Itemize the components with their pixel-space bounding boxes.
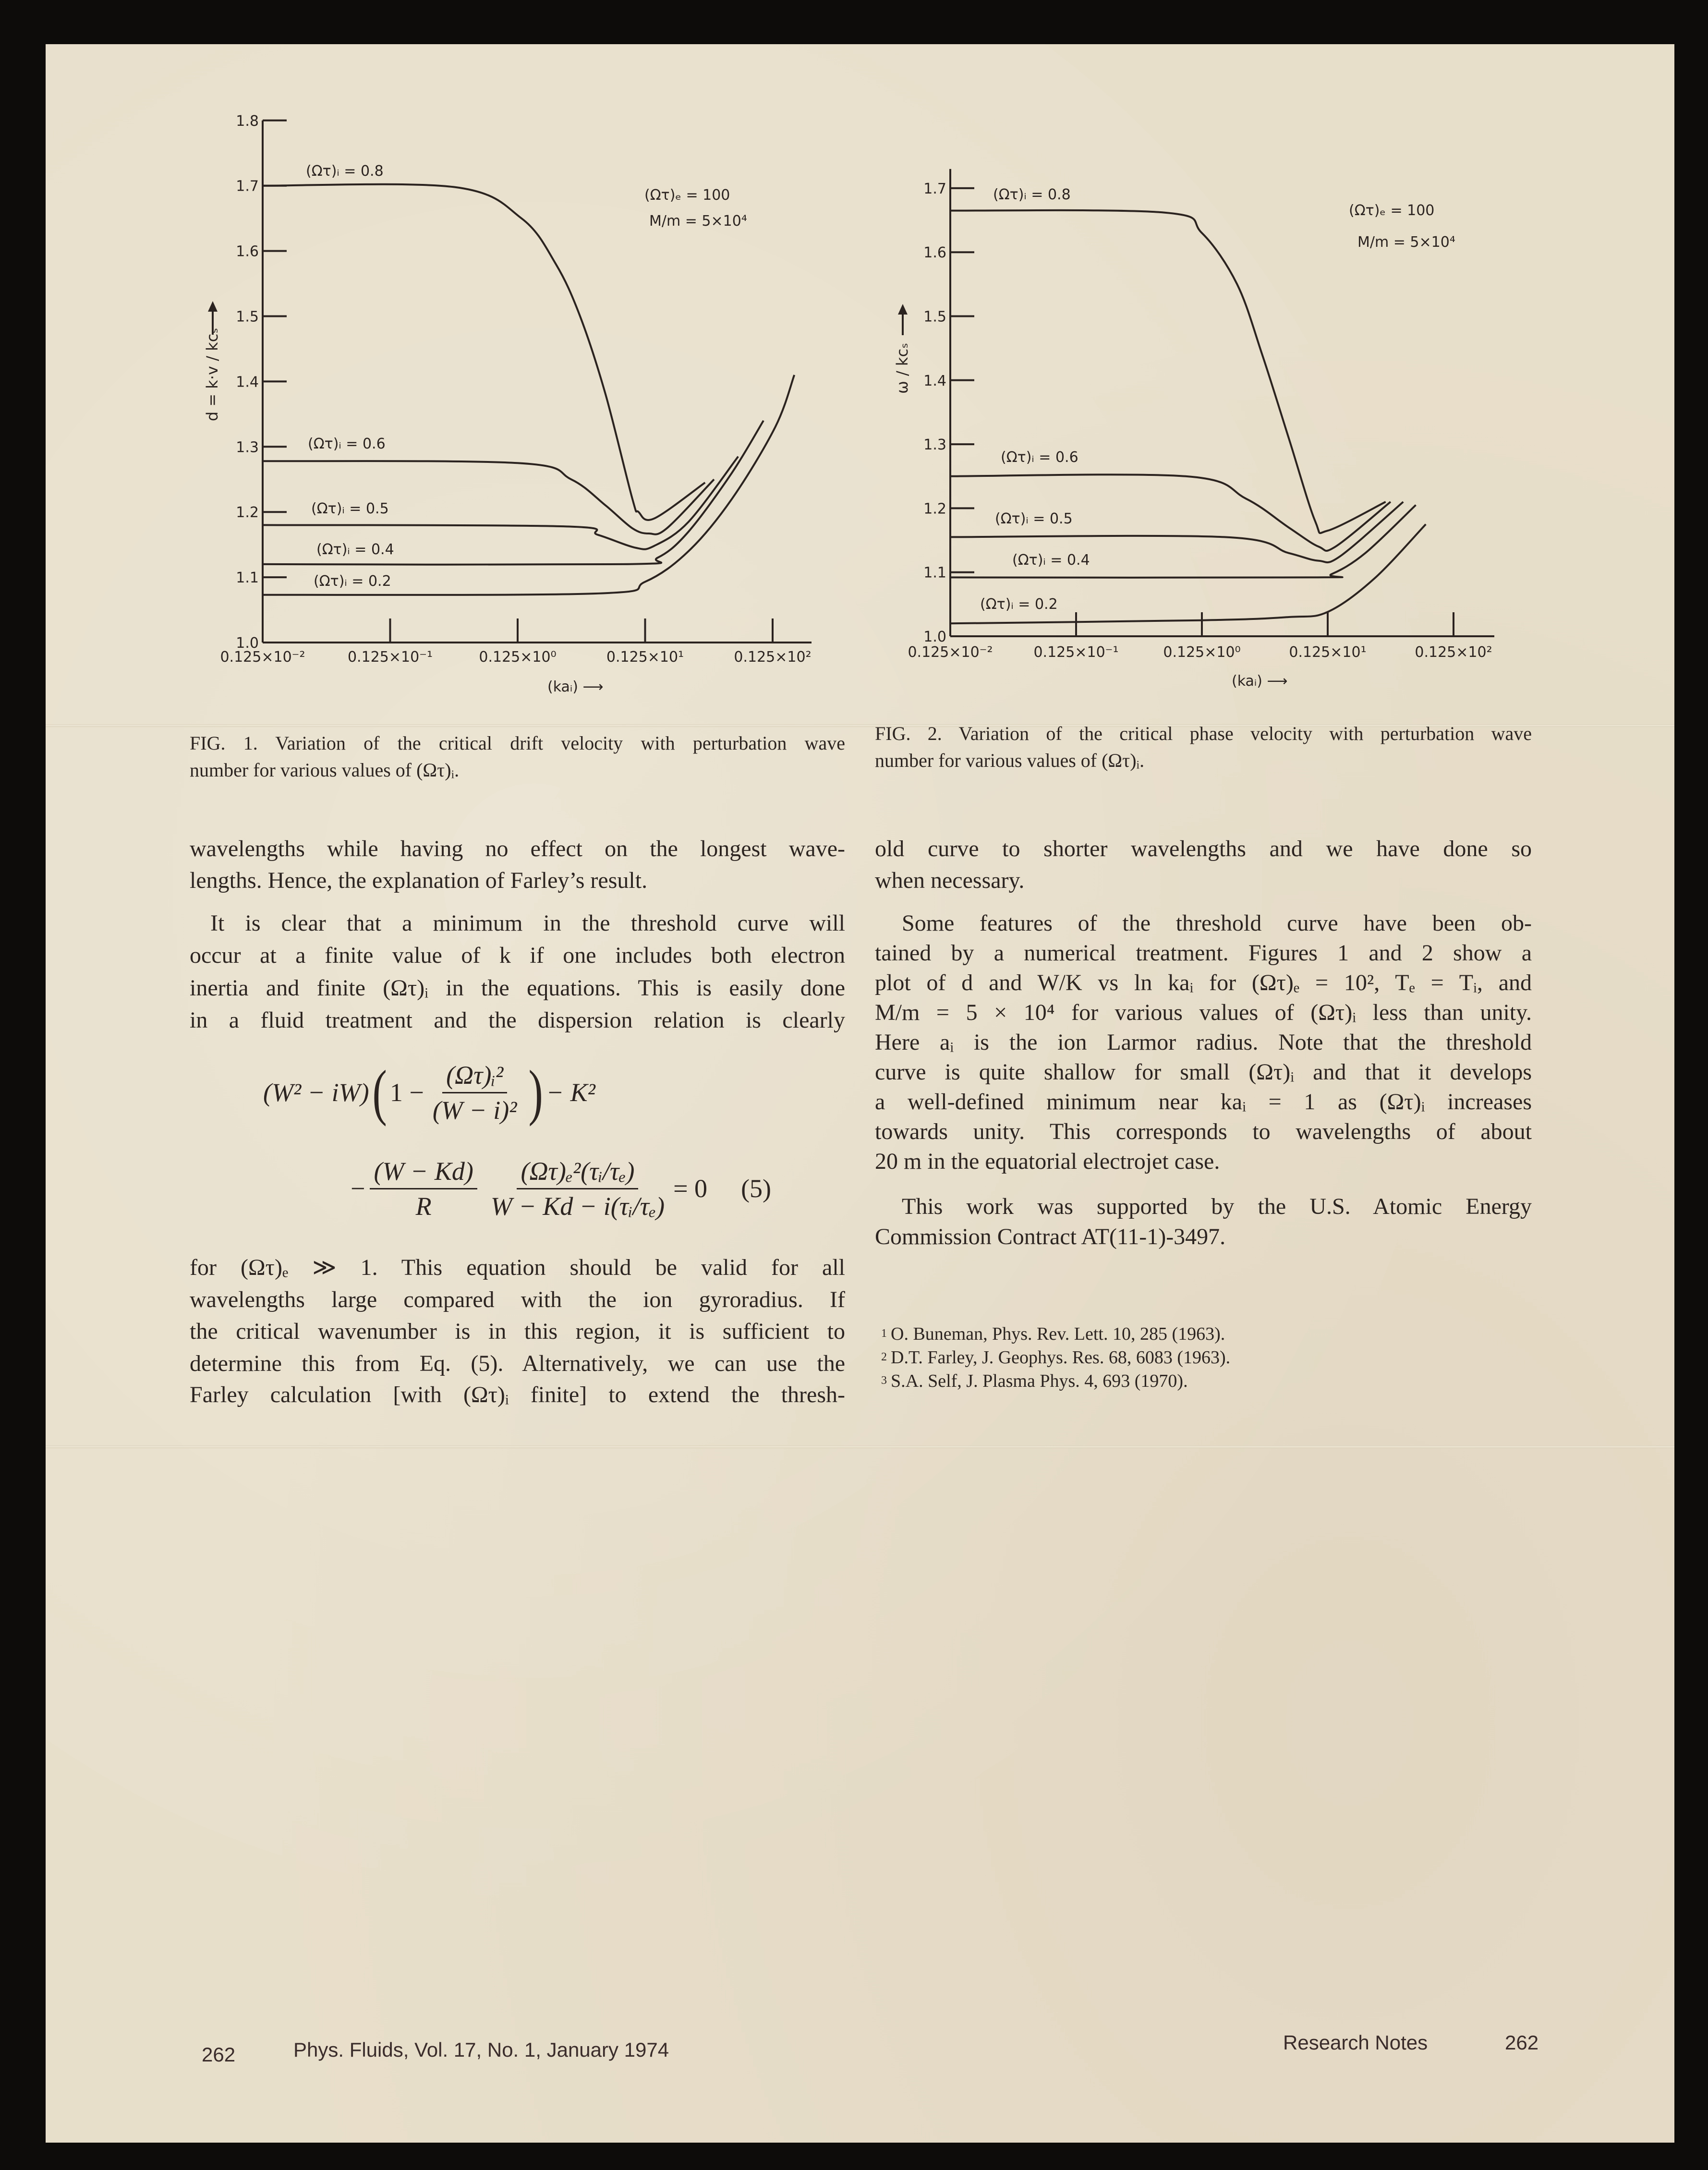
reference-number: 1 [881,1327,887,1340]
x-tick-label: 0.125×10² [734,649,812,666]
text-line: wavelengths large compared with the ion gyroradius. If [190,1287,845,1312]
section-name: Research Notes [1283,2031,1428,2054]
x-tick-label: 0.125×10² [1415,644,1492,661]
series-label: (Ωτ)ᵢ = 0.8 [306,163,384,180]
series-label: (Ωτ)ᵢ = 0.6 [308,436,386,452]
x-tick-label: 0.125×10⁻² [220,649,305,666]
text-line: curve is quite shallow for small (Ωτ)ᵢ and that it develops [875,1059,1532,1085]
text-line: plot of d and W/K vs ln kaᵢ for (Ωτ)ₑ = 10², Tₑ = Tᵢ, and [875,970,1532,995]
y-tick-label: 1.3 [236,439,259,456]
eq-denominator: W − Kd − i(τᵢ/τₑ) [490,1191,665,1221]
eq-term: − K² [546,1078,595,1107]
reference-number: 3 [881,1374,887,1387]
figure-1-caption: FIG. 1. Variation of the critical drift velocity with perturbation wave [190,732,845,754]
journal-citation: Phys. Fluids, Vol. 17, No. 1, January 1974 [293,2038,669,2061]
y-tick-label: 1.0 [236,635,259,652]
fold-crease [46,1445,1674,1448]
series-label: (Ωτ)ᵢ = 0.6 [1001,449,1078,466]
x-tick-label: 0.125×10¹ [1289,644,1367,661]
text-line: This work was supported by the U.S. Atomic Energy [902,1194,1532,1219]
equation-5-line-2 [351,1150,771,1227]
y-tick-label: 1.1 [236,570,259,587]
text-line: a well-defined minimum near kaᵢ = 1 as (Ωτ)ᵢ increases [875,1089,1532,1115]
text-line: determine this from Eq. (5). Alternatively, we can use the [190,1351,845,1376]
x-tick-label: 0.125×10⁰ [1163,644,1241,661]
text-line: occur at a finite value of k if one includes both electron [190,943,845,968]
equation-5-line-1 [263,1052,595,1133]
eq-denominator: (W − i)² [432,1095,517,1125]
eq-paren: ) [528,1058,544,1127]
y-tick-label: 1.0 [923,629,946,645]
y-tick-label: 1.7 [923,180,946,197]
page-number-left: 262 [202,2043,236,2066]
text-line: when necessary. [875,868,1025,893]
series-label: (Ωτ)ᵢ = 0.2 [980,596,1058,613]
y-tick-label: 1.2 [236,504,259,521]
x-axis-label: (kaᵢ) ⟶ [547,679,604,695]
annotation-omega-tau-e: (Ωτ)ₑ = 100 [644,187,730,204]
y-tick-label: 1.4 [236,374,259,391]
eq-fraction [370,1156,477,1221]
x-axis-label: (kaᵢ) ⟶ [1232,673,1288,690]
eq-paren: ( [372,1058,387,1127]
eq-fraction [487,1156,668,1221]
series-label: (Ωτ)ᵢ = 0.4 [1012,552,1090,569]
text-line: in a fluid treatment and the dispersion relation is clearly [190,1007,845,1033]
x-tick-label: 0.125×10⁻¹ [1033,644,1119,661]
text-line: inertia and finite (Ωτ)ᵢ in the equations. This is easily done [190,975,845,1001]
text-line: towards unity. This corresponds to wavelengths of about [875,1119,1532,1144]
eq-term: − [351,1174,365,1203]
annotation-mass-ratio: M/m = 5×10⁴ [649,213,747,230]
y-axis-label: d = k·v / kcₛ [203,327,221,422]
series-label: (Ωτ)ᵢ = 0.8 [993,186,1071,203]
text-line: It is clear that a minimum in the threshold curve will [210,910,845,936]
y-tick-label: 1.1 [923,564,946,582]
series-label: (Ωτ)ᵢ = 0.2 [314,573,391,590]
y-tick-label: 1.5 [923,308,946,326]
text-line: M/m = 5 × 10⁴ for various values of (Ωτ)ᵢ less than unity. [875,1000,1532,1025]
annotation-mass-ratio: M/m = 5×10⁴ [1357,234,1455,251]
text-line: for (Ωτ)ₑ ≫ 1. This equation should be valid for all [190,1255,845,1280]
figure-1-caption-line: number for various values of (Ωτ)ᵢ. [190,759,460,781]
series-label: (Ωτ)ᵢ = 0.5 [995,510,1073,527]
figure-2-caption: FIG. 2. Variation of the critical phase velocity with perturbation wave [875,723,1532,744]
eq-denominator: R [415,1191,432,1221]
y-tick-label: 1.3 [923,436,946,454]
text-line: old curve to shorter wavelengths and we have done so [875,836,1532,861]
reference-item [881,1346,1230,1369]
text-line: 20 m in the equatorial electrojet case. [875,1149,1220,1174]
x-tick-label: 0.125×10¹ [606,649,684,666]
reference-item [881,1370,1188,1392]
reference-text: D.T. Farley, J. Geophys. Res. 68, 6083 (1963). [891,1347,1231,1368]
figure-2-caption-line: number for various values of (Ωτ)ᵢ. [875,750,1145,771]
series-label: (Ωτ)ᵢ = 0.5 [311,500,389,517]
text-line: wavelengths while having no effect on the longest wave- [190,836,845,861]
y-tick-label: 1.6 [236,243,259,260]
reference-number: 2 [881,1351,887,1363]
y-tick-label: 1.4 [923,372,946,389]
y-axis-label: ω / kcₛ [893,343,911,394]
series-label: (Ωτ)ᵢ = 0.4 [316,541,394,558]
eq-term: = 0 [673,1174,708,1203]
text-line: Farley calculation [with (Ωτ)ᵢ finite] to extend the thresh- [190,1382,845,1407]
x-tick-label: 0.125×10⁻¹ [347,649,433,666]
eq-numerator: (Ωτ)ₑ²(τᵢ/τₑ) [517,1156,638,1189]
text-line: the critical wavenumber is in this region, it is sufficient to [190,1319,845,1344]
y-tick-label: 1.6 [923,244,946,262]
equation-number: (5) [741,1174,772,1203]
reference-item [881,1322,1225,1345]
y-tick-label: 1.8 [236,112,259,130]
text-line: Here aᵢ is the ion Larmor radius. Note that the threshold [875,1030,1532,1055]
y-tick-label: 1.7 [236,178,259,195]
y-tick-label: 1.5 [236,308,259,326]
annotation-omega-tau-e: (Ωτ)ₑ = 100 [1349,202,1435,219]
text-line: Commission Contract AT(11-1)-3497. [875,1224,1226,1249]
reference-text: O. Buneman, Phys. Rev. Lett. 10, 285 (1963). [891,1324,1225,1344]
eq-numerator: (Ωτ)ᵢ² [442,1060,507,1093]
eq-term: 1 − [389,1078,424,1107]
text-line: lengths. Hence, the explanation of Farley’s result. [190,868,648,893]
eq-numerator: (W − Kd) [370,1156,477,1189]
text-line: Some features of the threshold curve have been ob- [902,910,1532,936]
eq-fraction [429,1060,521,1125]
x-tick-label: 0.125×10⁰ [479,649,557,666]
text-line: tained by a numerical treatment. Figures 1 and 2 show a [875,940,1532,966]
eq-term: (W² − iW) [263,1078,369,1107]
y-tick-label: 1.2 [923,500,946,518]
reference-text: S.A. Self, J. Plasma Phys. 4, 693 (1970). [891,1371,1188,1391]
page-number-right: 262 [1505,2031,1539,2054]
x-tick-label: 0.125×10⁻² [908,644,993,661]
